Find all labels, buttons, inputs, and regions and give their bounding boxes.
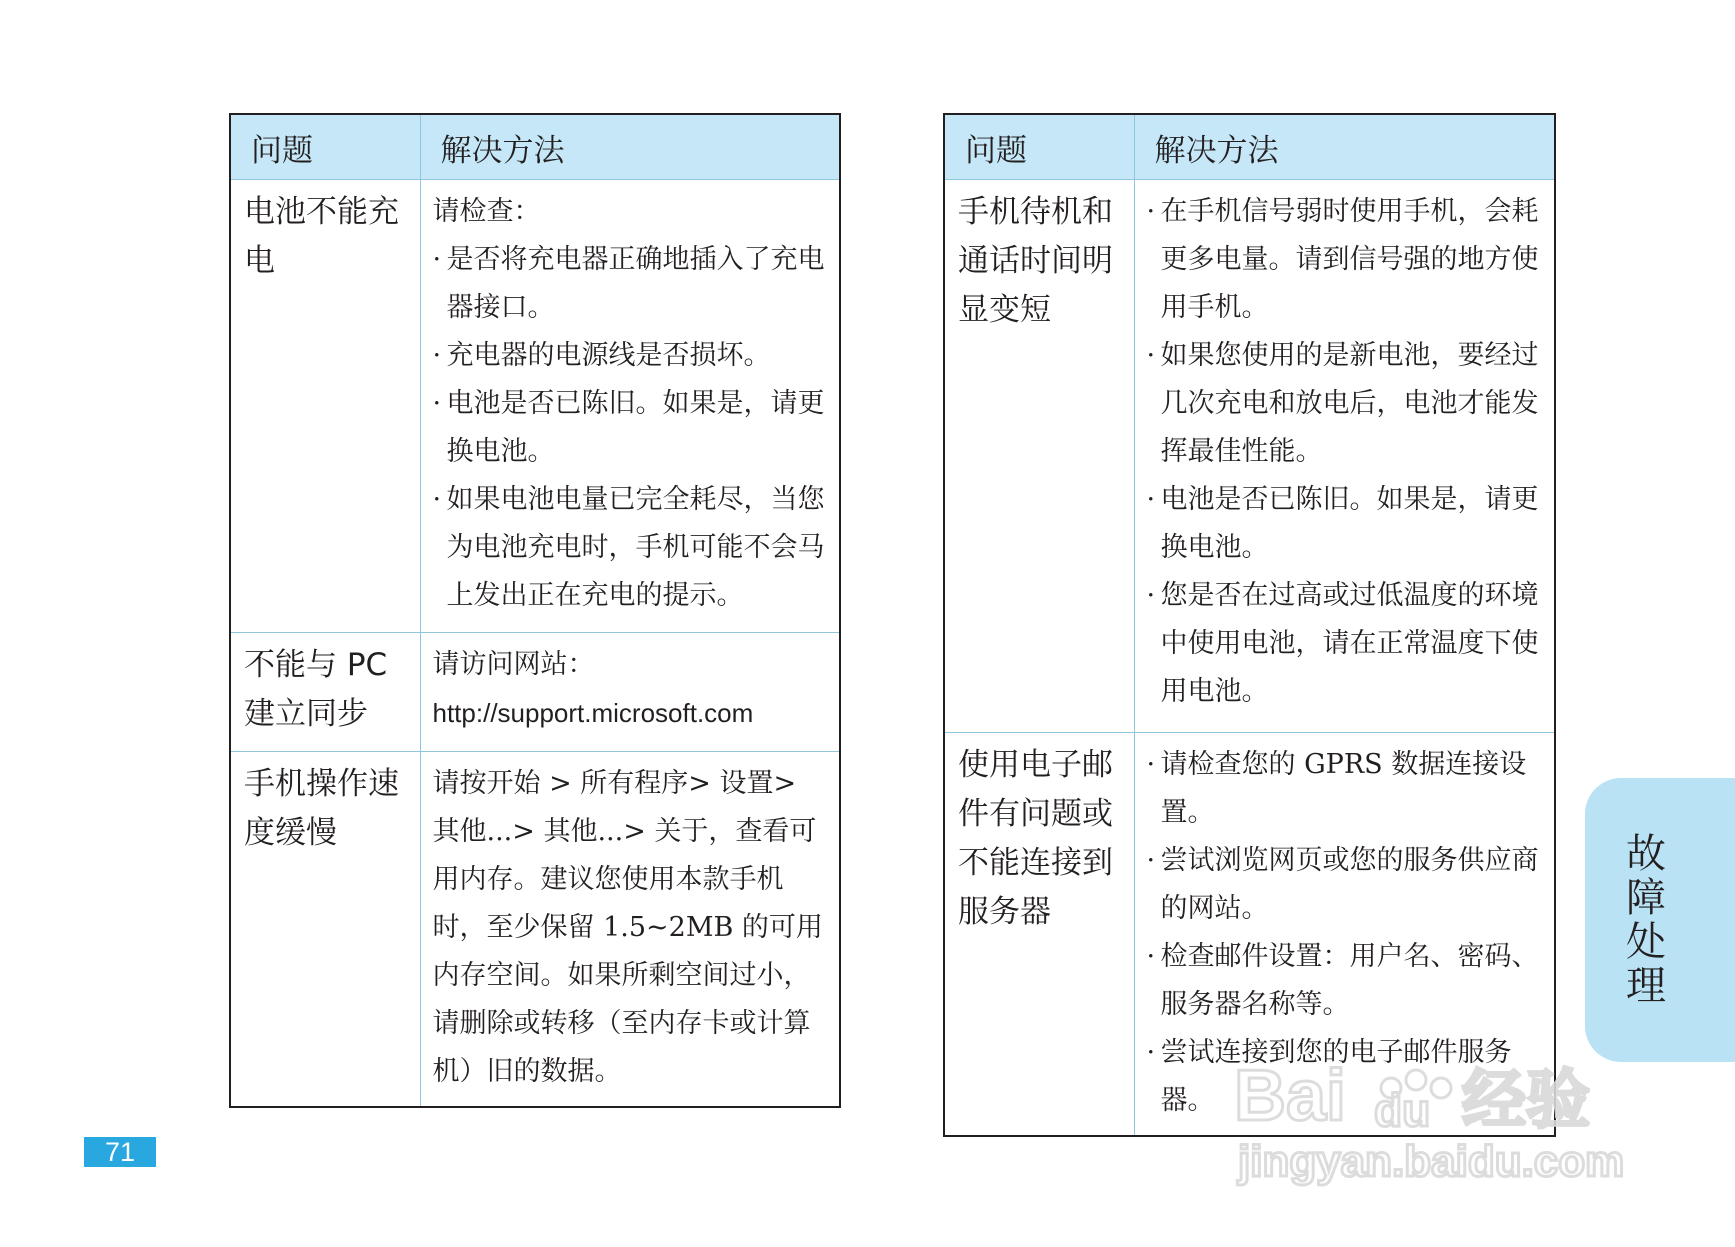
- solution-bullet-list: [1147, 741, 1541, 1125]
- header-solution: 解决方法: [1134, 114, 1555, 180]
- solution-cell: [1134, 180, 1555, 733]
- table-header-row: [944, 114, 1555, 180]
- bullet-item: · 如果您使用的是新电池，要经过几次充电和放电后，电池才能发挥最佳性能。: [1147, 332, 1541, 476]
- bullet-item: · 在手机信号弱时使用手机，会耗更多电量。请到信号强的地方使用手机。: [1147, 188, 1541, 332]
- solution-cell: [420, 752, 840, 1108]
- bullet-item: · 充电器的电源线是否损坏。: [433, 332, 826, 380]
- table-row: [230, 633, 840, 752]
- solution-bullet-list: [433, 236, 826, 620]
- problem-standby-time-short: 手机待机和通话时间明显变短: [944, 180, 1134, 733]
- chapter-side-tab-label: 故障处理: [1626, 831, 1666, 1009]
- header-problem: 问题: [230, 114, 420, 180]
- troubleshooting-table-right: [943, 113, 1556, 1137]
- problem-cannot-sync-pc: 不能与 PC 建立同步: [230, 633, 420, 752]
- solution-cell: [420, 180, 840, 633]
- svg-text:经验: 经验: [1462, 1064, 1590, 1138]
- watermark-logo-text: Bai: [1234, 1056, 1347, 1136]
- bullet-item: · 您是否在过高或过低温度的环境中使用电池，请在正常温度下使用电池。: [1147, 572, 1541, 716]
- bullet-item: · 请检查您的 GPRS 数据连接设置。: [1147, 741, 1541, 837]
- support-url-link[interactable]: http://support.microsoft.com: [432, 698, 754, 728]
- bullet-item: · 尝试浏览网页或您的服务供应商的网站。: [1147, 837, 1541, 933]
- table-row: [230, 180, 840, 633]
- table-header-row: [230, 114, 840, 180]
- bullet-item: · 电池是否已陈旧。如果是，请更换电池。: [1147, 476, 1541, 572]
- watermark-url-text: jingyan.baidu.com: [1238, 1137, 1625, 1186]
- solution-intro: 请检查：: [432, 196, 541, 227]
- problem-email-connection: 使用电子邮件有问题或不能连接到服务器: [944, 733, 1134, 1137]
- problem-slow-operation: 手机操作速度缓慢: [230, 752, 420, 1108]
- header-solution: 解决方法: [420, 114, 840, 180]
- problem-battery-not-charging: 电池不能充电: [230, 180, 420, 633]
- solution-intro: 请访问网站：: [432, 649, 595, 680]
- table-row: [230, 752, 840, 1108]
- bullet-item: · 电池是否已陈旧。如果是，请更换电池。: [433, 380, 826, 476]
- solution-text: 请按开始 > 所有程序> 设置> 其他...> 其他...> 关于，查看可用内存。建议您使用本款手机时，至少保留 1.5~2MB 的可用内存空间。如果所剩空间过小，请删除或转移（至内存卡或计算机）旧的数据。: [432, 768, 823, 1087]
- solution-cell: [1134, 733, 1555, 1137]
- bullet-item: · 尝试连接到您的电子邮件服务器。: [1147, 1029, 1541, 1125]
- table-row: [944, 733, 1555, 1137]
- bullet-item: · 是否将充电器正确地插入了充电器接口。: [433, 236, 826, 332]
- solution-cell: [420, 633, 840, 752]
- solution-bullet-list: [1147, 188, 1541, 716]
- bullet-item: · 如果电池电量已完全耗尽，当您为电池充电时，手机可能不会马上发出正在充电的提示。: [433, 476, 826, 620]
- troubleshooting-table-left: [229, 113, 841, 1108]
- bullet-item: · 检查邮件设置：用户名、密码、服务器名称等。: [1147, 933, 1541, 1029]
- page-number: 71: [84, 1137, 156, 1167]
- svg-text:du: du: [1374, 1084, 1431, 1136]
- header-problem: 问题: [944, 114, 1134, 180]
- table-row: [944, 180, 1555, 733]
